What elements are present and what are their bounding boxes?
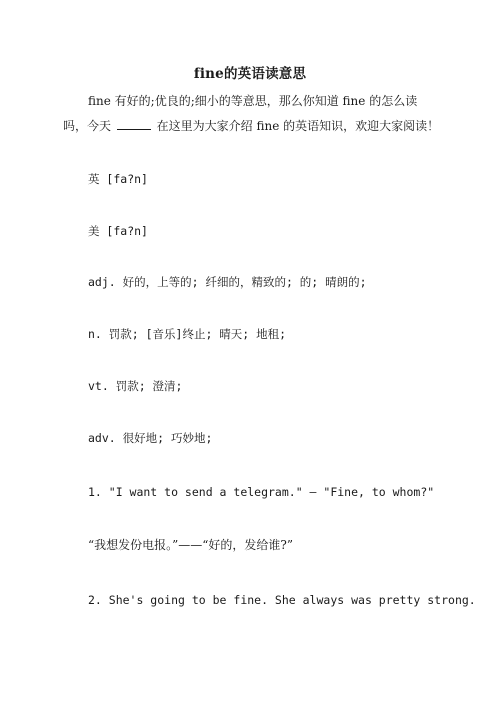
example-1-english: 1. "I want to send a telegram." — "Fine, to whom?" (88, 485, 435, 499)
fill-in-blank (117, 119, 151, 130)
pronunciation-us: 美 [fa?n] (88, 224, 148, 238)
intro-line-2-start: 吗，今天 (63, 119, 112, 133)
example-1-chinese: “我想发份电报。”——“好的，发给谁?” (88, 538, 293, 552)
definition-noun: n. 罚款; [音乐]终止; 晴天; 地租; (88, 327, 287, 341)
intro-paragraph-line-1: fine 有好的;优良的;细小的等意思，那么你知道 fine 的怎么读 (88, 94, 418, 108)
example-2-english: 2. She's going to be fine. She always was pretty strong. (88, 593, 476, 607)
definition-adverb: adv. 很好地; 巧妙地; (88, 431, 213, 445)
definition-verb: vt. 罚款; 澄清; (88, 379, 183, 393)
pronunciation-uk: 英 [fa?n] (88, 172, 148, 186)
intro-line-2-end: 在这里为大家介绍 fine 的英语知识，欢迎大家阅读！ (156, 119, 440, 133)
intro-paragraph-line-2 (63, 118, 440, 134)
definition-adjective: adj. 好的，上等的; 纤细的，精致的; 的; 晴朗的; (88, 275, 367, 289)
document-title: fine的英语读意思 (193, 66, 307, 82)
